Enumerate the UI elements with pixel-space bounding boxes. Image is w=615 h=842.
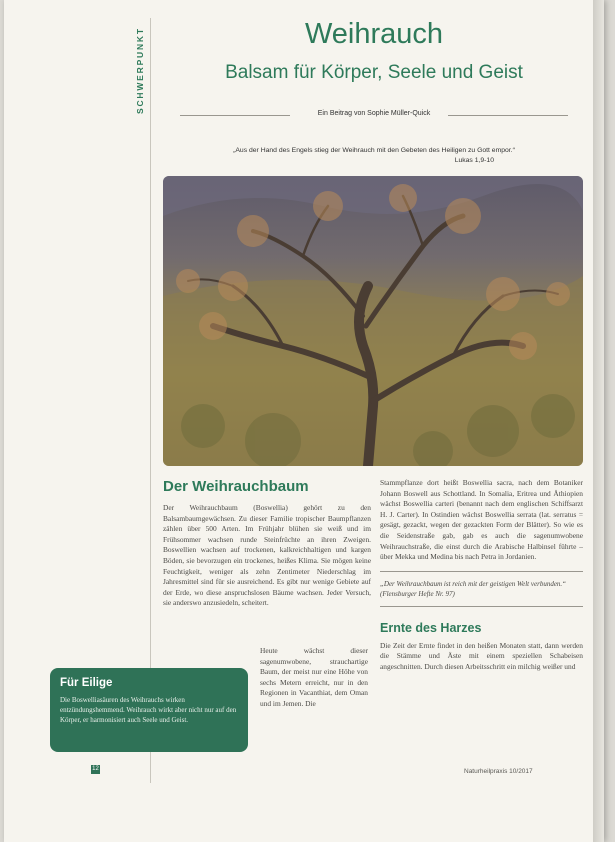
column-2-lower bbox=[260, 646, 368, 710]
summary-box-heading: Für Eilige bbox=[60, 677, 113, 689]
byline-row bbox=[164, 110, 584, 120]
tree-illustration bbox=[163, 176, 583, 466]
column-2-text: Heute wächst dieser sagenumwobene, strauchartige Baum, der meist nur eine Höhe von sechs Metern erreicht, nur in den Regionen in Vacanthiat, dem Oman und im Jemen. Die bbox=[260, 646, 368, 708]
column-1 bbox=[163, 478, 371, 609]
summary-box bbox=[50, 668, 248, 752]
summary-box-text: Die Boswelliasäuren des Weihrauchs wirken entzündungshemmend. Weihrauch wirkt aber nicht nur auf den Körper, er harmonisiert auch Seele und Geist. bbox=[60, 696, 237, 724]
article-subtitle: Balsam für Körper, Seele und Geist bbox=[225, 62, 523, 83]
epigraph bbox=[174, 146, 574, 166]
page-edge bbox=[593, 0, 604, 842]
byline: Ein Beitrag von Sophie Müller-Quick bbox=[317, 110, 431, 117]
footer-publication: Naturheilpraxis 10/2017 bbox=[464, 768, 533, 775]
epigraph-source: Lukas 1,9-10 bbox=[454, 157, 494, 164]
page-number: 12 bbox=[92, 766, 99, 772]
column-3 bbox=[380, 478, 583, 673]
section-heading-tree: Der Weihrauchbaum bbox=[163, 478, 309, 495]
section-heading-harvest: Ernte des Harzes bbox=[380, 620, 482, 635]
column-3-text: Stammpflanze dort heißt Boswellia sacra, nach dem Botaniker Johann Boswell aus Schottland. In Somalia, Eritrea und Äthiopien wächst Boswellia carteri (benannt nach dem englischen Schiffsarzt H. J. Carter). In Ostindien wächst Boswellia serrata (lat. serratus = gesägt, gezackt, wegen der gezackten Form der Blätter). So wie es die Seidenstraße gab, gab es auch die sagenumwobene Weihrauchstraße, die einst durch die Arabische Halbinsel führte – über Mekka und Medina bis nach Petra in Jordanien. bbox=[380, 478, 583, 562]
column-1-text: Der Weihrauchbaum (Boswellia) gehört zu den Balsambaumgewächsen. Zu dieser Familie tropischer Baumpflanzen zählen über 500 Arten. Im Frühjahr blühen sie weiß und im Frühsommer wachsen runde Steinfrüchte an ihren Zweigen. Boswellien wachsen auf trockenen, kalkreichhaltigen und kargen Böden, sie bevorzugen ein trockenes, heißes Klima. Sie mögen keine Feuchtigkeit, weniger als zehn Zentimeter Niederschlag im Jahresmittel sind für sie ausreichend. Es gibt nur wenige Gebiete auf der Erde, wo diese anspruchslosen Bäume wachsen. Jeder Versuch, sie anderswo anzusiedeln, scheitert. bbox=[163, 503, 371, 608]
article-title: Weihrauch bbox=[304, 18, 444, 50]
epigraph-text: „Aus der Hand des Engels stieg der Weihrauch mit den Gebeten des Heiligen zu Gott empor.“ bbox=[233, 147, 515, 154]
frankincense-tree-photo bbox=[163, 176, 583, 466]
pull-quote: „Der Weihrauchbaum ist reich mit der geistigen Welt verbunden.“ (Flensburger Hefte Nr. 97) bbox=[380, 571, 583, 607]
harvest-text: Die Zeit der Ernte findet in den heißen Monaten statt, dann werden die Stämme und Äste mit einem speziellen Schabeisen angeschnitten. Durch diesen Arbeitsschritt ein milchig weißer und bbox=[380, 640, 583, 671]
magazine-page bbox=[4, 0, 604, 842]
section-label: SCHWERPUNKT bbox=[135, 27, 145, 114]
